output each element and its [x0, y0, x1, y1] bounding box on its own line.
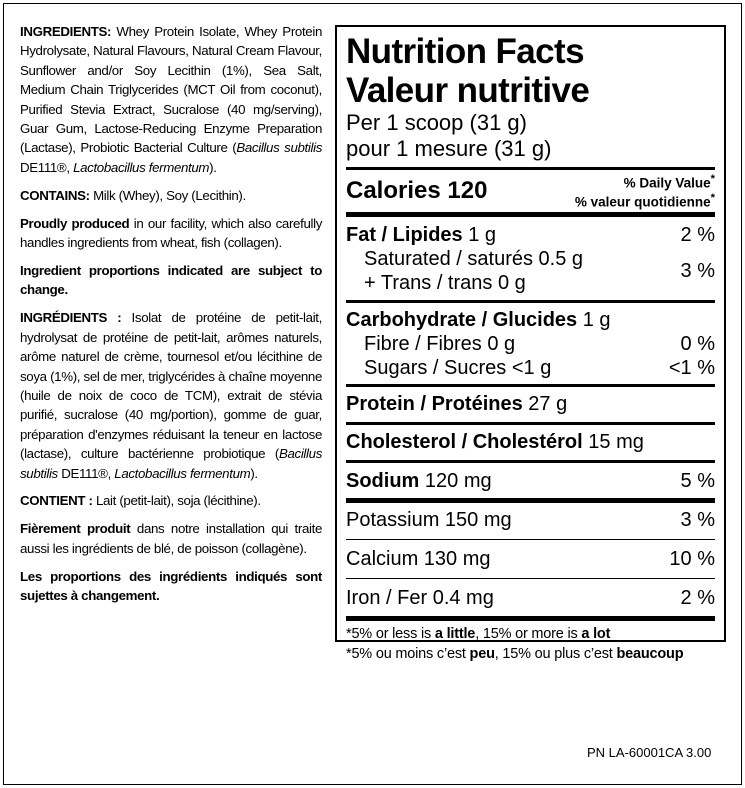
calories-label: Calories [346, 177, 441, 204]
produced-en: Proudly produced in our facility, which also carefully handles ingredients from wheat, fish (collagen). [20, 215, 322, 251]
serving-size-en: Per 1 scoop (31 g) [346, 110, 527, 135]
footnote-fr: *5% ou moins c’est peu, 15% ou plus c’est beaucoup [346, 645, 684, 662]
sat-trans-group [346, 247, 715, 295]
serving-size-fr: pour 1 mesure (31 g) [346, 136, 552, 161]
nutrition-facts-table [335, 25, 726, 662]
daily-value-header: % Daily Value* % valeur quotidienne* [574, 173, 715, 210]
ingredients-column [20, 22, 322, 614]
produced-fr: Fièrement produit dans notre installation qui traite aussi les ingrédients de blé, de poisson (collagène). [20, 521, 322, 556]
divider [346, 384, 715, 387]
ingredients-en: INGREDIENTS: Whey Protein Isolate, Whey Protein Hydrolysate, Natural Flavours, Natural Cream Flavour, Sunflower and/or Soy Lecithin (1%), Sea Salt, Medium Chain Triglycerides (MCT Oil from coconut), Purified Stevia Extract, Sucralose (40 mg/serving), Guar Gum, Lactose-Reducing Enzyme Preparation (Lactase), Probiotic Bacterial Culture (Bacillus subtilis DE111®, Lactobacillus fermentum). [20, 24, 322, 175]
divider [346, 578, 715, 579]
sodium-row: Sodium 120 mg 5 % [346, 470, 715, 492]
sugars-row: Sugars / Sucres <1 g <1 % [364, 357, 715, 379]
divider [346, 539, 715, 540]
potassium-row: Potassium 150 mg 3 % [346, 509, 715, 531]
divider [346, 300, 715, 303]
nutrition-title-fr: Valeur nutritive [346, 71, 590, 110]
carb-row: Carbohydrate / Glucides 1 g [346, 309, 611, 331]
saturated-row: Saturated / saturés 0.5 g [364, 248, 584, 270]
divider [346, 616, 715, 621]
fat-row: Fat / Lipides 1 g 2 % [346, 224, 715, 246]
ingredients-fr: INGRÉDIENTS : Isolat de protéine de petit-lait, hydrolysat de protéine de petit-lait, arômes naturels, arôme naturel de crème, tournesol et/ou lécithine de soya (1%), sel de mer, triglycérides à chaîne moyenne (huile de noix de coco de TCM), extrait de stévia purifié, sucralose (40 mg/portion), gomme de guar, préparation d'enzymes réduisant la teneur en lactose (lactase), culture bactérienne probiotique (Bacillus subtilis DE111®, Lactobacillus fermentum). [20, 310, 322, 481]
sat-trans-dv: 3 % [680, 260, 715, 282]
protein-row: Protein / Protéines 27 g [346, 393, 568, 415]
divider [346, 498, 715, 503]
fibre-row: Fibre / Fibres 0 g 0 % [364, 333, 715, 355]
divider [346, 460, 715, 463]
trans-row: + Trans / trans 0 g [364, 272, 526, 294]
cholesterol-row: Cholesterol / Cholestérol 15 mg [346, 431, 644, 453]
calories-row [346, 170, 715, 212]
contains-fr: CONTIENT : Lait (petit-lait), soja (lécithine). [20, 493, 261, 509]
iron-row: Iron / Fer 0.4 mg 2 % [346, 587, 715, 610]
divider [346, 212, 715, 217]
calories-value: 120 [447, 177, 488, 204]
contains-en: CONTAINS: Milk (Whey), Soy (Lecithin). [20, 187, 246, 203]
calcium-row: Calcium 130 mg 10 % [346, 548, 715, 571]
divider [346, 422, 715, 425]
footnote-en: *5% or less is a little, 15% or more is a lot [346, 626, 611, 643]
proportions-fr: Les proportions des ingrédients indiqués sont sujettes à changement. [20, 568, 322, 604]
proportions-en: Ingredient proportions indicated are subject to change. [20, 262, 322, 298]
nutrition-title-en: Nutrition Facts [346, 32, 584, 71]
part-number: PN LA-60001CA 3.00 [587, 745, 712, 760]
